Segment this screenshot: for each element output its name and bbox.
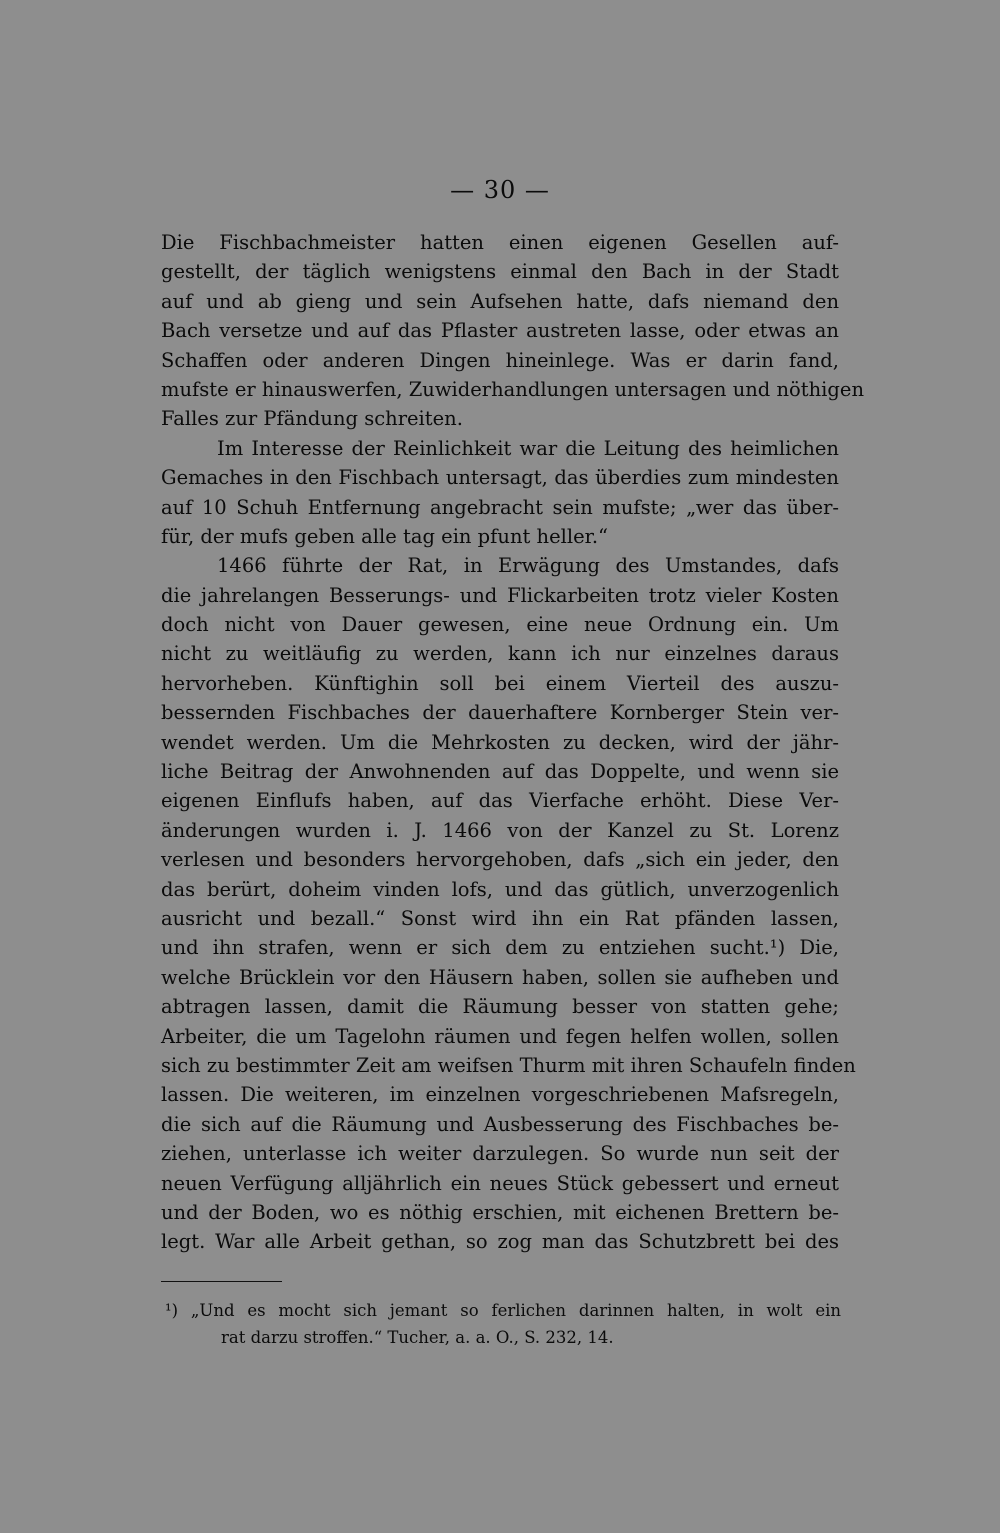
text-line: eigenen Einflufs haben, auf das Vierfache erhöht. Diese Ver- [161,789,839,813]
text-line: bessernden Fischbaches der dauerhaftere Kornberger Stein ver- [161,701,839,725]
text-line: Die Fischbachmeister hatten einen eigenen Gesellen auf- [161,231,839,254]
text-line: änderungen wurden i. J. 1466 von der Kanzel zu St. Lorenz [161,818,839,842]
text-line: Gemaches in den Fischbach untersagt, das überdies zum mindesten [161,466,839,490]
text-line: Schaffen oder anderen Dingen hineinlege. Was er darin fand, [161,348,839,372]
text-line: ausricht und bezall.“ Sonst wird ihn ein Rat pfänden lassen, [161,906,839,930]
text-line: die sich auf die Räumung und Ausbesserung des Fischbaches be- [161,1112,839,1136]
text-line: doch nicht von Dauer gewesen, eine neue Ordnung ein. Um [161,613,839,637]
page-number: — 30 — [450,176,550,204]
text-line: wendet werden. Um die Mehrkosten zu decken, wird der jähr- [161,730,839,754]
text-line: ziehen, unterlasse ich weiter darzulegen. So wurde nun seit der [161,1142,839,1166]
text-line: auf 10 Schuh Entfernung angebracht sein mufste; „wer das über- [161,495,839,519]
text-line: neuen Verfügung alljährlich ein neues Stück gebessert und erneut [161,1171,839,1195]
text-line: auf und ab gieng und sein Aufsehen hatte, dafs niemand den [161,289,839,313]
text-line: gestellt, der täglich wenigstens einmal den Bach in der Stadt [161,260,839,284]
footnote-rule [161,1281,282,1282]
footnote [165,1297,841,1351]
text-line: mufste er hinauswerfen, Zuwiderhandlungen untersagen und nöthigen [161,377,864,401]
text-line: sich zu bestimmter Zeit am weifsen Thurm mit ihren Schaufeln finden [161,1053,856,1077]
text-line: Bach versetze und auf das Pflaster austreten lasse, oder etwas an [161,319,839,343]
text-line: für, der mufs geben alle tag ein pfunt heller.“ [161,524,608,548]
text-line: verlesen und besonders hervorgehoben, dafs „sich ein jeder, den [161,848,839,872]
footnote-line: ¹) „Und es mocht sich jemant so ferlichen darinnen halten, in wolt ein [165,1301,841,1320]
footnote-line: rat darzu stroffen.“ Tucher, a. a. O., S. 232, 14. [221,1328,614,1347]
text-line: nicht zu weitläufig zu werden, kann ich nur einzelnes daraus [161,642,839,666]
text-line: Im Interesse der Reinlichkeit war die Leitung des heimlichen [217,436,839,460]
text-line: und ihn strafen, wenn er sich dem zu entziehen sucht.¹) Die, [161,936,839,960]
text-line: Arbeiter, die um Tagelohn räumen und fegen helfen wollen, sollen [161,1024,839,1048]
text-line: hervorheben. Künftighin soll bei einem Vierteil des auszu- [161,671,839,695]
text-line: liche Beitrag der Anwohnenden auf das Doppelte, und wenn sie [161,760,839,784]
text-line: welche Brücklein vor den Häusern haben, sollen sie aufheben und [161,965,839,989]
text-line: und der Boden, wo es nöthig erschien, mit eichenen Brettern be- [161,1200,839,1224]
text-line: legt. War alle Arbeit gethan, so zog man das Schutzbrett bei des [161,1230,839,1254]
text-line: Falles zur Pfändung schreiten. [161,407,463,431]
text-line: lassen. Die weiteren, im einzelnen vorgeschriebenen Mafsregeln, [161,1083,839,1107]
text-line: die jahrelangen Besserungs- und Flickarbeiten trotz vieler Kosten [161,583,839,607]
text-line: abtragen lassen, damit die Räumung besser von statten gehe; [161,995,839,1019]
text-line: das berürt, doheim vinden lofs, und das gütlich, unverzogenlich [161,877,839,901]
body-text [161,228,864,1257]
text-line: 1466 führte der Rat, in Erwägung des Umstandes, dafs [217,554,839,578]
